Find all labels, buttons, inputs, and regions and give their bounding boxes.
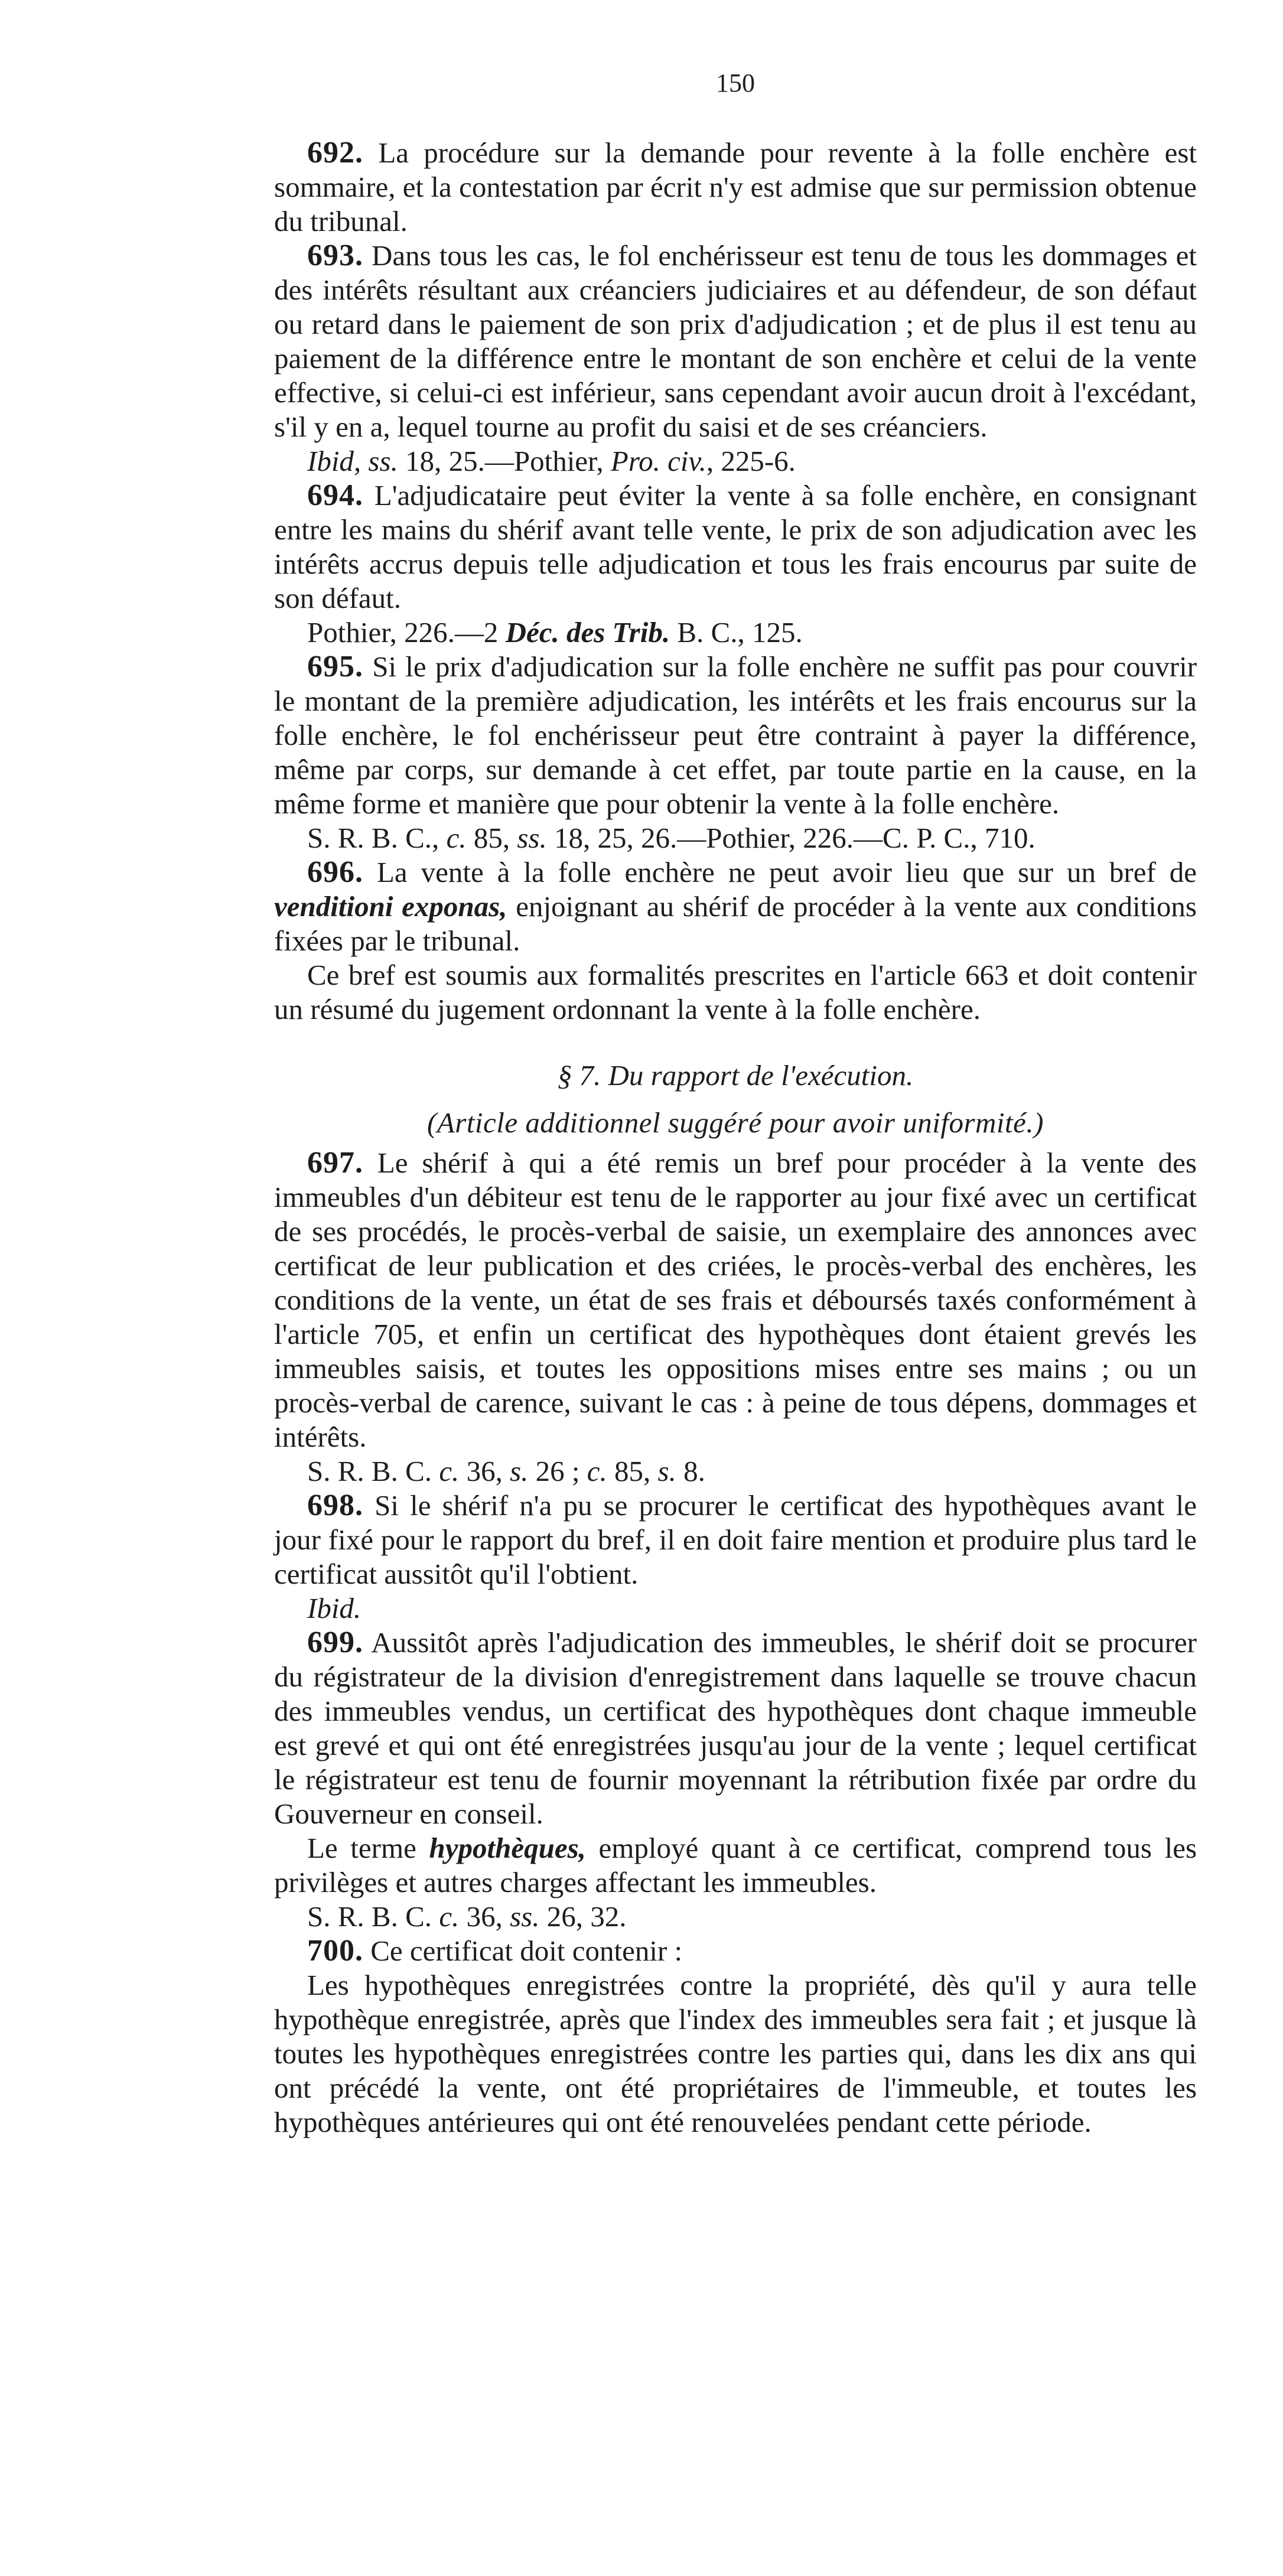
article-number: 696. — [307, 855, 363, 889]
citation-part: Déc. des Trib. — [505, 616, 670, 649]
article-text: L'adjudicataire peut éviter la vente à sa folle enchère, en consignant entre les mains du shérif avant telle vente, le prix de son adjudication avec les intérêts accrus depuis telle adjudication et tous les frais encourus par suite de son défaut. — [274, 479, 1197, 614]
page-number: 150 — [716, 69, 755, 97]
document-page — [274, 66, 1197, 2139]
article-text: La procédure sur la demande pour revente à la folle enchère est sommaire, et la contestation par écrit n'y est admise que sur permission obtenue du tribunal. — [274, 136, 1197, 237]
article-number: 695. — [307, 650, 363, 683]
citation-part: Pro. civ. — [610, 445, 706, 477]
citation-part: 36, — [466, 1455, 503, 1487]
citation-part: , 225-6. — [706, 445, 796, 477]
article-692 — [274, 136, 1197, 239]
article-text: Si le prix d'adjudication sur la folle enchère ne suffit pas pour couvrir le montant de la première adjudication, les intérêts et les frais encourus sur la folle enchère, le fol enchérisseur peut être contraint à payer la différence, même par corps, sur demande à cet effet, par toute partie en la cause, en la même forme et manière que pour obtenir la vente à la folle enchère. — [274, 650, 1197, 820]
article-697 — [274, 1146, 1197, 1454]
citation-part: B. C., 125. — [677, 616, 803, 649]
citation-part: 26, 32. — [546, 1900, 627, 1933]
article-699 — [274, 1626, 1197, 1831]
article-number: 700. — [307, 1934, 363, 1968]
article-number: 698. — [307, 1489, 363, 1522]
citation-part: 85, — [473, 822, 510, 854]
article-text: Le shérif à qui a été remis un bref pour procéder à la vente des immeubles d'un débiteur est tenu de le rapporter au jour fixé avec un certificat de ses procédés, le procès-verbal de saisie, un exemplaire des annonces avec certificat de leur publication et des criées, le procès-verbal des enchères, les conditions de la vente, un état de ses frais et déboursés taxés conformément à l'article 705, et enfin un certificat des hypothèques dont étaient grevés les immeubles saisis, et toutes les oppositions mises entre ses mains ; ou un procès-verbal de carence, suivant le cas : à peine de tous dépens, dommages et intérêts. — [274, 1147, 1197, 1453]
article-text-italic: venditioni exponas, — [274, 890, 507, 923]
article-text: Si le shérif n'a pu se procurer le certificat des hypothèques avant le jour fixé pour le rapport du bref, il en doit faire mention et produire plus tard le certificat aussitôt qu'il l'obtient. — [274, 1489, 1197, 1590]
citation-part: c. — [587, 1455, 607, 1487]
article-700-paragraph-2: Les hypothèques enregistrées contre la propriété, dès qu'il y aura telle hypothèque enregistrée, après que l'index des immeubles sera fait ; et jusque là toutes les hypothèques enregistrées contre les parties qui, dans les dix ans qui ont précédé la vente, ont été propriétaires de l'immeuble, et toutes les hypothèques antérieures qui ont été renouvelées pendant cette période. — [274, 1969, 1197, 2138]
citation — [274, 821, 1197, 855]
citation-part: 36, — [466, 1900, 503, 1933]
article-number: 697. — [307, 1146, 363, 1180]
article-698 — [274, 1489, 1197, 1591]
citation — [274, 1900, 1197, 1934]
citation-part: 18, 25, 26.—Pothier, 226.—C. P. C., 710. — [553, 822, 1035, 854]
citation-part: 26 ; — [535, 1455, 580, 1487]
citation-part: S. R. B. C., — [307, 822, 439, 854]
citation-part: s. — [510, 1455, 529, 1487]
article-text: enjoignant au shérif de procéder à la vente aux conditions fixées par le tribunal. — [274, 890, 1197, 957]
article-699-paragraph-2 — [274, 1831, 1197, 1900]
citation-part: s. — [657, 1455, 676, 1487]
article-number: 692. — [307, 136, 363, 170]
citation-part: S. R. B. C. — [307, 1900, 432, 1933]
article-text: Aussitôt après l'adjudication des immeubles, le shérif doit se procurer du régistrateur de la division d'enregistrement dans laquelle se trouve chacun des immeubles vendus, un certificat des hypothèques dont chaque immeuble est grevé et qui ont été enregistrées jusqu'au jour de la vente ; lequel certificat le régistrateur est tenu de fournir moyennant la rétribution fixée par ordre du Gouverneur en conseil. — [274, 1626, 1197, 1830]
citation — [274, 444, 1197, 478]
article-number: 694. — [307, 478, 363, 512]
citation-part: c. — [439, 1900, 460, 1933]
citation-part: ss. — [517, 822, 547, 854]
article-696 — [274, 855, 1197, 958]
article-text: Le terme — [307, 1832, 416, 1864]
citation-part: 85, — [614, 1455, 651, 1487]
article-696-paragraph-2: Ce bref est soumis aux formalités prescrites en l'article 663 et doit contenir un résumé du jugement ordonnant la vente à la folle enchère. — [274, 959, 1197, 1025]
article-695 — [274, 650, 1197, 821]
section-subheading: (Article additionnel suggéré pour avoir uniformité.) — [427, 1106, 1044, 1139]
citation-part: Ibid, ss. — [307, 445, 398, 477]
article-text: employé quant à ce certificat, comprend tous les privilèges et autres charges affectant les immeubles. — [274, 1832, 1197, 1898]
article-text: Ce certificat doit contenir : — [370, 1935, 683, 1967]
citation-part: c. — [446, 822, 467, 854]
citation-part: ss. — [510, 1900, 540, 1933]
citation-part: Pothier, 226.—2 — [307, 616, 499, 649]
article-694 — [274, 478, 1197, 615]
citation-part: 8. — [683, 1455, 705, 1487]
citation-part: c. — [439, 1455, 460, 1487]
article-number: 693. — [307, 239, 363, 272]
citation-part: S. R. B. C. — [307, 1455, 432, 1487]
article-number: 699. — [307, 1626, 363, 1659]
citation-part: 18, 25.—Pothier, — [405, 445, 604, 477]
article-text: La vente à la folle enchère ne peut avoir lieu que sur un bref de — [376, 856, 1197, 888]
citation — [274, 615, 1197, 650]
article-text-italic: hypothèques, — [429, 1832, 586, 1864]
article-text: Dans tous les cas, le fol enchérisseur est tenu de tous les dommages et des intérêts résultant aux créanciers judiciaires et au défendeur, de son défaut ou retard dans le paiement de son prix d'adjudication ; et de plus il est tenu au paiement de la différence entre le montant de son enchère et celui de la vente effective, si celui-ci est inférieur, sans cependant avoir aucun droit à l'excédant, s'il y en a, lequel tourne au profit du saisi et de ses créanciers. — [274, 239, 1197, 443]
article-700 — [274, 1934, 1197, 1968]
citation: Ibid. — [307, 1592, 362, 1624]
citation — [274, 1454, 1197, 1489]
article-693 — [274, 239, 1197, 444]
section-heading: § 7. Du rapport de l'exécution. — [557, 1059, 914, 1092]
